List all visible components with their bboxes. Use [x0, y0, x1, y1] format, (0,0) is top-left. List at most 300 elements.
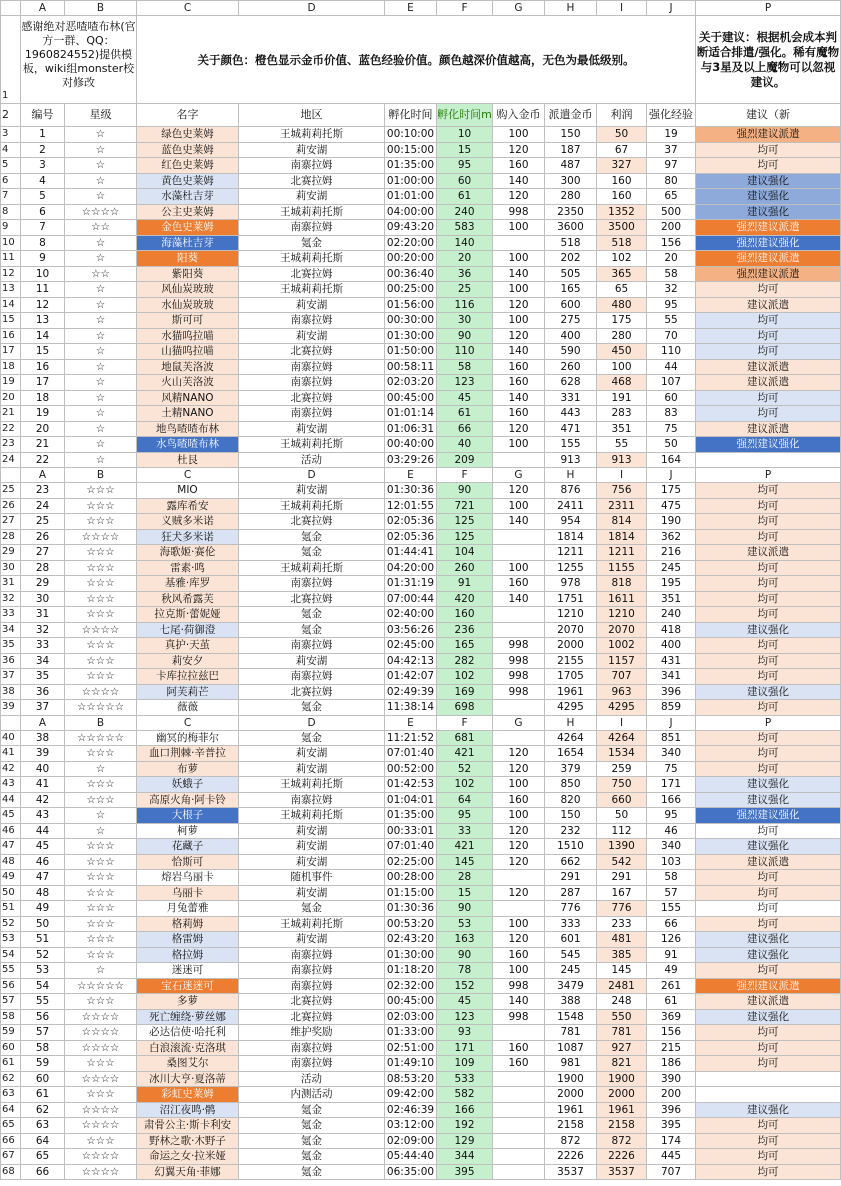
- advice-cell[interactable]: 均可: [696, 529, 841, 545]
- name-cell[interactable]: 卡库拉拉兹巴: [137, 669, 239, 685]
- hatch-minutes-cell[interactable]: 15: [437, 885, 493, 901]
- region-cell[interactable]: 氪金: [239, 1149, 385, 1165]
- region-cell[interactable]: 北赛拉姆: [239, 684, 385, 700]
- buy-gold-cell[interactable]: 100: [493, 437, 545, 453]
- profit-cell[interactable]: 50: [597, 808, 647, 824]
- profit-cell[interactable]: 2311: [597, 498, 647, 514]
- hatch-minutes-cell[interactable]: 90: [437, 947, 493, 963]
- stars-cell[interactable]: ☆: [65, 823, 137, 839]
- name-cell[interactable]: 肃骨公主·斯卡利安: [137, 1118, 239, 1134]
- hatch-minutes-cell[interactable]: 102: [437, 777, 493, 793]
- hatch-minutes-cell[interactable]: 53: [437, 916, 493, 932]
- dispatch-gold-cell[interactable]: 2000: [545, 638, 597, 654]
- name-cell[interactable]: 拉克斯·蕾妮娅: [137, 607, 239, 623]
- header-buy-gold[interactable]: 购入金币: [493, 104, 545, 127]
- region-cell[interactable]: 王城莉莉托斯: [239, 498, 385, 514]
- id-cell[interactable]: 39: [21, 746, 65, 762]
- exp-cell[interactable]: 431: [647, 653, 696, 669]
- advice-cell[interactable]: 均可: [696, 158, 841, 174]
- hatch-time-cell[interactable]: 02:09:00: [385, 1133, 437, 1149]
- hatch-time-cell[interactable]: 01:56:00: [385, 297, 437, 313]
- profit-cell[interactable]: 112: [597, 823, 647, 839]
- exp-cell[interactable]: 851: [647, 730, 696, 746]
- buy-gold-cell[interactable]: 160: [493, 406, 545, 422]
- exp-cell[interactable]: 475: [647, 498, 696, 514]
- name-cell[interactable]: 宝石迷迷可: [137, 978, 239, 994]
- profit-cell[interactable]: 821: [597, 1056, 647, 1072]
- buy-gold-cell[interactable]: [493, 452, 545, 468]
- hatch-time-cell[interactable]: 00:36:40: [385, 266, 437, 282]
- exp-cell[interactable]: 20: [647, 251, 696, 267]
- exp-cell[interactable]: 80: [647, 173, 696, 189]
- name-cell[interactable]: 义贼多米诺: [137, 514, 239, 530]
- hatch-time-cell[interactable]: 02:20:00: [385, 235, 437, 251]
- advice-cell[interactable]: [696, 1087, 841, 1103]
- region-cell[interactable]: 南寨拉姆: [239, 947, 385, 963]
- hatch-time-cell[interactable]: 02:03:20: [385, 375, 437, 391]
- stars-cell[interactable]: ☆☆☆: [65, 483, 137, 499]
- region-cell[interactable]: 王城莉莉托斯: [239, 560, 385, 576]
- buy-gold-cell[interactable]: 998: [493, 978, 545, 994]
- profit-cell[interactable]: 756: [597, 483, 647, 499]
- stars-cell[interactable]: ☆☆☆: [65, 839, 137, 855]
- dispatch-gold-cell[interactable]: 202: [545, 251, 597, 267]
- region-cell[interactable]: 北赛拉姆: [239, 266, 385, 282]
- row-number[interactable]: 19: [1, 375, 21, 391]
- profit-cell[interactable]: 781: [597, 1025, 647, 1041]
- stars-cell[interactable]: ☆: [65, 390, 137, 406]
- region-cell[interactable]: 氪金: [239, 622, 385, 638]
- dispatch-gold-cell[interactable]: 3479: [545, 978, 597, 994]
- stars-cell[interactable]: ☆☆☆: [65, 560, 137, 576]
- buy-gold-cell[interactable]: 120: [493, 854, 545, 870]
- profit-cell[interactable]: 1961: [597, 1102, 647, 1118]
- row-number[interactable]: 16: [1, 328, 21, 344]
- column-header-b[interactable]: B: [65, 468, 137, 483]
- region-cell[interactable]: 活动: [239, 452, 385, 468]
- exp-cell[interactable]: 103: [647, 854, 696, 870]
- hatch-minutes-cell[interactable]: 344: [437, 1149, 493, 1165]
- dispatch-gold-cell[interactable]: 2000: [545, 1087, 597, 1103]
- row-number[interactable]: 18: [1, 359, 21, 375]
- stars-cell[interactable]: ☆: [65, 189, 137, 205]
- region-cell[interactable]: 南寨拉姆: [239, 963, 385, 979]
- exp-cell[interactable]: 110: [647, 344, 696, 360]
- region-cell[interactable]: 南寨拉姆: [239, 1056, 385, 1072]
- exp-cell[interactable]: 58: [647, 266, 696, 282]
- region-cell[interactable]: 莉安湖: [239, 854, 385, 870]
- hatch-time-cell[interactable]: 05:44:40: [385, 1149, 437, 1165]
- name-cell[interactable]: 死亡缠绕·萝丝娜: [137, 1009, 239, 1025]
- region-cell[interactable]: 活动: [239, 1071, 385, 1087]
- id-cell[interactable]: 8: [21, 235, 65, 251]
- credit-note[interactable]: 感谢绝对恶喳喳布林(官方一群、QQ：1960824552)提供模板，wiki组monster校对修改: [21, 16, 137, 104]
- hatch-minutes-cell[interactable]: 109: [437, 1056, 493, 1072]
- stars-cell[interactable]: ☆☆☆: [65, 576, 137, 592]
- profit-cell[interactable]: 2481: [597, 978, 647, 994]
- name-cell[interactable]: 妖蛾子: [137, 777, 239, 793]
- row-number[interactable]: 26: [1, 498, 21, 514]
- profit-cell[interactable]: 50: [597, 127, 647, 143]
- id-cell[interactable]: 42: [21, 792, 65, 808]
- exp-cell[interactable]: 126: [647, 932, 696, 948]
- profit-cell[interactable]: 67: [597, 142, 647, 158]
- advice-cell[interactable]: 均可: [696, 669, 841, 685]
- name-cell[interactable]: 水猫呜拉喵: [137, 328, 239, 344]
- row-number[interactable]: 25: [1, 483, 21, 499]
- buy-gold-cell[interactable]: 120: [493, 746, 545, 762]
- hatch-time-cell[interactable]: 09:42:00: [385, 1087, 437, 1103]
- name-cell[interactable]: 公主史莱姆: [137, 204, 239, 220]
- buy-gold-cell[interactable]: 998: [493, 684, 545, 700]
- buy-gold-cell[interactable]: 100: [493, 777, 545, 793]
- id-cell[interactable]: 53: [21, 963, 65, 979]
- hatch-minutes-cell[interactable]: 36: [437, 266, 493, 282]
- hatch-time-cell[interactable]: 00:30:00: [385, 313, 437, 329]
- dispatch-gold-cell[interactable]: 150: [545, 127, 597, 143]
- name-cell[interactable]: 黄色史莱姆: [137, 173, 239, 189]
- name-cell[interactable]: 土精NANO: [137, 406, 239, 422]
- advice-cell[interactable]: 强烈建议派遣: [696, 220, 841, 236]
- id-cell[interactable]: 56: [21, 1009, 65, 1025]
- id-cell[interactable]: 3: [21, 158, 65, 174]
- row-number[interactable]: 42: [1, 761, 21, 777]
- row-number[interactable]: 10: [1, 235, 21, 251]
- region-cell[interactable]: 南寨拉姆: [239, 313, 385, 329]
- dispatch-gold-cell[interactable]: 601: [545, 932, 597, 948]
- id-cell[interactable]: 44: [21, 823, 65, 839]
- profit-cell[interactable]: 707: [597, 669, 647, 685]
- exp-cell[interactable]: 362: [647, 529, 696, 545]
- header-profit[interactable]: 利润: [597, 104, 647, 127]
- hatch-time-cell[interactable]: 06:35:00: [385, 1164, 437, 1180]
- name-cell[interactable]: 花藏子: [137, 839, 239, 855]
- stars-cell[interactable]: ☆: [65, 313, 137, 329]
- hatch-minutes-cell[interactable]: 145: [437, 854, 493, 870]
- profit-cell[interactable]: 283: [597, 406, 647, 422]
- region-cell[interactable]: 莉安湖: [239, 823, 385, 839]
- profit-cell[interactable]: 2070: [597, 622, 647, 638]
- advice-cell[interactable]: 建议派遣: [696, 375, 841, 391]
- stars-cell[interactable]: ☆☆☆☆: [65, 622, 137, 638]
- advice-cell[interactable]: 建议强化: [696, 684, 841, 700]
- name-cell[interactable]: 多萝: [137, 994, 239, 1010]
- id-cell[interactable]: 58: [21, 1040, 65, 1056]
- exp-cell[interactable]: 156: [647, 235, 696, 251]
- exp-cell[interactable]: 58: [647, 870, 696, 886]
- dispatch-gold-cell[interactable]: 379: [545, 761, 597, 777]
- buy-gold-cell[interactable]: 120: [493, 421, 545, 437]
- exp-cell[interactable]: 341: [647, 669, 696, 685]
- header-stars[interactable]: 星级: [65, 104, 137, 127]
- exp-cell[interactable]: 174: [647, 1133, 696, 1149]
- hatch-time-cell[interactable]: 11:21:52: [385, 730, 437, 746]
- row-number[interactable]: 53: [1, 932, 21, 948]
- stars-cell[interactable]: ☆: [65, 359, 137, 375]
- buy-gold-cell[interactable]: 160: [493, 158, 545, 174]
- hatch-minutes-cell[interactable]: 15: [437, 142, 493, 158]
- buy-gold-cell[interactable]: 160: [493, 576, 545, 592]
- exp-cell[interactable]: 44: [647, 359, 696, 375]
- hatch-time-cell[interactable]: 02:46:39: [385, 1102, 437, 1118]
- row-number[interactable]: 32: [1, 591, 21, 607]
- id-cell[interactable]: 41: [21, 777, 65, 793]
- dispatch-gold-cell[interactable]: 2411: [545, 498, 597, 514]
- row-number[interactable]: 60: [1, 1040, 21, 1056]
- stars-cell[interactable]: ☆☆☆☆: [65, 1164, 137, 1180]
- hatch-minutes-cell[interactable]: 93: [437, 1025, 493, 1041]
- hatch-minutes-cell[interactable]: 20: [437, 251, 493, 267]
- row-number[interactable]: 55: [1, 963, 21, 979]
- row-number[interactable]: 61: [1, 1056, 21, 1072]
- dispatch-gold-cell[interactable]: 3537: [545, 1164, 597, 1180]
- exp-cell[interactable]: 37: [647, 142, 696, 158]
- column-header-i[interactable]: I: [597, 715, 647, 730]
- stars-cell[interactable]: ☆☆☆☆: [65, 1102, 137, 1118]
- row-number[interactable]: 49: [1, 870, 21, 886]
- header-dispatch-gold[interactable]: 派遣金币: [545, 104, 597, 127]
- profit-cell[interactable]: 450: [597, 344, 647, 360]
- row-number[interactable]: 54: [1, 947, 21, 963]
- stars-cell[interactable]: ☆☆: [65, 266, 137, 282]
- hatch-time-cell[interactable]: 01:04:01: [385, 792, 437, 808]
- name-cell[interactable]: 布萝: [137, 761, 239, 777]
- exp-cell[interactable]: 369: [647, 1009, 696, 1025]
- name-cell[interactable]: 海歌姬·赛伦: [137, 545, 239, 561]
- exp-cell[interactable]: 66: [647, 916, 696, 932]
- row-number[interactable]: 68: [1, 1164, 21, 1180]
- stars-cell[interactable]: ☆☆☆☆: [65, 1009, 137, 1025]
- name-cell[interactable]: 月兔蕾雅: [137, 901, 239, 917]
- name-cell[interactable]: 熔岩乌丽卡: [137, 870, 239, 886]
- row-number[interactable]: 67: [1, 1149, 21, 1165]
- exp-cell[interactable]: 50: [647, 437, 696, 453]
- hatch-time-cell[interactable]: 01:42:53: [385, 777, 437, 793]
- buy-gold-cell[interactable]: 100: [493, 808, 545, 824]
- hatch-minutes-cell[interactable]: 209: [437, 452, 493, 468]
- name-cell[interactable]: 柯萝: [137, 823, 239, 839]
- column-header-h[interactable]: H: [545, 1, 597, 16]
- hatch-time-cell[interactable]: 02:51:00: [385, 1040, 437, 1056]
- profit-cell[interactable]: 280: [597, 328, 647, 344]
- name-cell[interactable]: 狂犬多米诺: [137, 529, 239, 545]
- profit-cell[interactable]: 481: [597, 932, 647, 948]
- profit-cell[interactable]: 1210: [597, 607, 647, 623]
- buy-gold-cell[interactable]: 140: [493, 514, 545, 530]
- buy-gold-cell[interactable]: [493, 1071, 545, 1087]
- hatch-time-cell[interactable]: 01:30:00: [385, 328, 437, 344]
- region-cell[interactable]: 莉安湖: [239, 328, 385, 344]
- exp-cell[interactable]: 166: [647, 792, 696, 808]
- region-cell[interactable]: 南寨拉姆: [239, 1040, 385, 1056]
- stars-cell[interactable]: ☆☆☆: [65, 607, 137, 623]
- hatch-time-cell[interactable]: 00:40:00: [385, 437, 437, 453]
- id-cell[interactable]: 55: [21, 994, 65, 1010]
- hatch-minutes-cell[interactable]: 52: [437, 761, 493, 777]
- dispatch-gold-cell[interactable]: 850: [545, 777, 597, 793]
- dispatch-gold-cell[interactable]: 331: [545, 390, 597, 406]
- buy-gold-cell[interactable]: [493, 1133, 545, 1149]
- buy-gold-cell[interactable]: 100: [493, 498, 545, 514]
- stars-cell[interactable]: ☆☆☆: [65, 994, 137, 1010]
- hatch-time-cell[interactable]: 04:00:00: [385, 204, 437, 220]
- hatch-time-cell[interactable]: 00:45:00: [385, 390, 437, 406]
- header-id[interactable]: 编号: [21, 104, 65, 127]
- hatch-time-cell[interactable]: 01:50:00: [385, 344, 437, 360]
- advice-cell[interactable]: 均可: [696, 1133, 841, 1149]
- stars-cell[interactable]: ☆☆☆: [65, 1133, 137, 1149]
- hatch-time-cell[interactable]: 00:20:00: [385, 251, 437, 267]
- row-number[interactable]: 56: [1, 978, 21, 994]
- color-note[interactable]: 关于颜色：橙色显示金币价值、蓝色经验价值。颜色越深价值越高，无色为最低级别。: [137, 16, 696, 104]
- region-cell[interactable]: 氪金: [239, 545, 385, 561]
- region-cell[interactable]: 维护奖励: [239, 1025, 385, 1041]
- column-header-f[interactable]: F: [437, 1, 493, 16]
- exp-cell[interactable]: 351: [647, 591, 696, 607]
- row-number[interactable]: 46: [1, 823, 21, 839]
- id-cell[interactable]: 43: [21, 808, 65, 824]
- name-cell[interactable]: 冰川大亨·夏洛蒂: [137, 1071, 239, 1087]
- dispatch-gold-cell[interactable]: 245: [545, 963, 597, 979]
- profit-cell[interactable]: 259: [597, 761, 647, 777]
- hatch-minutes-cell[interactable]: 90: [437, 483, 493, 499]
- header-exp[interactable]: 强化经验: [647, 104, 696, 127]
- profit-cell[interactable]: 248: [597, 994, 647, 1010]
- row-number[interactable]: 38: [1, 684, 21, 700]
- profit-cell[interactable]: 750: [597, 777, 647, 793]
- dispatch-gold-cell[interactable]: 4295: [545, 700, 597, 716]
- column-header-j[interactable]: J: [647, 468, 696, 483]
- name-cell[interactable]: 阿芙莉芒: [137, 684, 239, 700]
- region-cell[interactable]: 氪金: [239, 235, 385, 251]
- dispatch-gold-cell[interactable]: 1751: [545, 591, 597, 607]
- region-cell[interactable]: 北赛拉姆: [239, 514, 385, 530]
- advice-cell[interactable]: [696, 452, 841, 468]
- name-cell[interactable]: 乌丽卡: [137, 885, 239, 901]
- buy-gold-cell[interactable]: [493, 1118, 545, 1134]
- region-cell[interactable]: 王城莉莉托斯: [239, 808, 385, 824]
- dispatch-gold-cell[interactable]: 1210: [545, 607, 597, 623]
- exp-cell[interactable]: 200: [647, 1087, 696, 1103]
- buy-gold-cell[interactable]: [493, 607, 545, 623]
- name-cell[interactable]: 莉安夕: [137, 653, 239, 669]
- advice-cell[interactable]: 均可: [696, 885, 841, 901]
- profit-cell[interactable]: 1157: [597, 653, 647, 669]
- id-cell[interactable]: 29: [21, 576, 65, 592]
- exp-cell[interactable]: 32: [647, 282, 696, 298]
- dispatch-gold-cell[interactable]: 2350: [545, 204, 597, 220]
- hatch-minutes-cell[interactable]: 91: [437, 576, 493, 592]
- profit-cell[interactable]: 814: [597, 514, 647, 530]
- advice-cell[interactable]: 均可: [696, 638, 841, 654]
- dispatch-gold-cell[interactable]: 776: [545, 901, 597, 917]
- advice-cell[interactable]: 均可: [696, 1164, 841, 1180]
- profit-cell[interactable]: 872: [597, 1133, 647, 1149]
- dispatch-gold-cell[interactable]: 443: [545, 406, 597, 422]
- name-cell[interactable]: 沼江夜鸣·鹘: [137, 1102, 239, 1118]
- stars-cell[interactable]: ☆: [65, 328, 137, 344]
- region-cell[interactable]: 氪金: [239, 700, 385, 716]
- buy-gold-cell[interactable]: 140: [493, 390, 545, 406]
- name-cell[interactable]: 地鼠芙洛波: [137, 359, 239, 375]
- dispatch-gold-cell[interactable]: 280: [545, 189, 597, 205]
- column-header-g[interactable]: G: [493, 715, 545, 730]
- exp-cell[interactable]: 261: [647, 978, 696, 994]
- region-cell[interactable]: 莉安湖: [239, 189, 385, 205]
- hatch-time-cell[interactable]: 02:05:36: [385, 514, 437, 530]
- stars-cell[interactable]: ☆☆☆: [65, 932, 137, 948]
- exp-cell[interactable]: 55: [647, 313, 696, 329]
- region-cell[interactable]: 南寨拉姆: [239, 576, 385, 592]
- advice-cell[interactable]: 建议派遣: [696, 297, 841, 313]
- column-header-g[interactable]: G: [493, 1, 545, 16]
- column-header-g[interactable]: G: [493, 468, 545, 483]
- region-cell[interactable]: 内测活动: [239, 1087, 385, 1103]
- exp-cell[interactable]: 155: [647, 901, 696, 917]
- hatch-minutes-cell[interactable]: 160: [437, 607, 493, 623]
- region-cell[interactable]: 莉安湖: [239, 839, 385, 855]
- stars-cell[interactable]: ☆: [65, 375, 137, 391]
- profit-cell[interactable]: 65: [597, 282, 647, 298]
- id-cell[interactable]: 25: [21, 514, 65, 530]
- name-cell[interactable]: 白浪滚流·克洛琪: [137, 1040, 239, 1056]
- dispatch-gold-cell[interactable]: 600: [545, 297, 597, 313]
- name-cell[interactable]: 露库希安: [137, 498, 239, 514]
- hatch-minutes-cell[interactable]: 125: [437, 514, 493, 530]
- advice-cell[interactable]: 均可: [696, 1025, 841, 1041]
- profit-cell[interactable]: 351: [597, 421, 647, 437]
- name-cell[interactable]: 格莉姆: [137, 916, 239, 932]
- id-cell[interactable]: 1: [21, 127, 65, 143]
- dispatch-gold-cell[interactable]: 1814: [545, 529, 597, 545]
- row-number[interactable]: 24: [1, 452, 21, 468]
- advice-cell[interactable]: 建议派遣: [696, 421, 841, 437]
- id-cell[interactable]: 57: [21, 1025, 65, 1041]
- dispatch-gold-cell[interactable]: 505: [545, 266, 597, 282]
- column-header-c[interactable]: C: [137, 468, 239, 483]
- buy-gold-cell[interactable]: 998: [493, 653, 545, 669]
- name-cell[interactable]: 风仙炭玻玻: [137, 282, 239, 298]
- buy-gold-cell[interactable]: [493, 901, 545, 917]
- advice-cell[interactable]: 均可: [696, 916, 841, 932]
- exp-cell[interactable]: 190: [647, 514, 696, 530]
- advice-cell[interactable]: 强烈建议派遣: [696, 127, 841, 143]
- profit-cell[interactable]: 4295: [597, 700, 647, 716]
- exp-cell[interactable]: 245: [647, 560, 696, 576]
- region-cell[interactable]: 王城莉莉托斯: [239, 251, 385, 267]
- column-header-p[interactable]: P: [696, 715, 841, 730]
- id-cell[interactable]: 12: [21, 297, 65, 313]
- buy-gold-cell[interactable]: [493, 235, 545, 251]
- hatch-minutes-cell[interactable]: 25: [437, 282, 493, 298]
- row-number[interactable]: 66: [1, 1133, 21, 1149]
- id-cell[interactable]: 62: [21, 1102, 65, 1118]
- hatch-time-cell[interactable]: 02:03:00: [385, 1009, 437, 1025]
- row-number[interactable]: 34: [1, 622, 21, 638]
- advice-cell[interactable]: 建议强化: [696, 839, 841, 855]
- advice-cell[interactable]: 均可: [696, 1118, 841, 1134]
- id-cell[interactable]: 28: [21, 560, 65, 576]
- exp-cell[interactable]: 395: [647, 1118, 696, 1134]
- buy-gold-cell[interactable]: 140: [493, 266, 545, 282]
- profit-cell[interactable]: 160: [597, 189, 647, 205]
- region-cell[interactable]: 南寨拉姆: [239, 406, 385, 422]
- stars-cell[interactable]: ☆☆: [65, 220, 137, 236]
- name-cell[interactable]: 火山芙洛波: [137, 375, 239, 391]
- column-header-d[interactable]: D: [239, 715, 385, 730]
- hatch-time-cell[interactable]: 01:35:00: [385, 808, 437, 824]
- name-cell[interactable]: 紫阳葵: [137, 266, 239, 282]
